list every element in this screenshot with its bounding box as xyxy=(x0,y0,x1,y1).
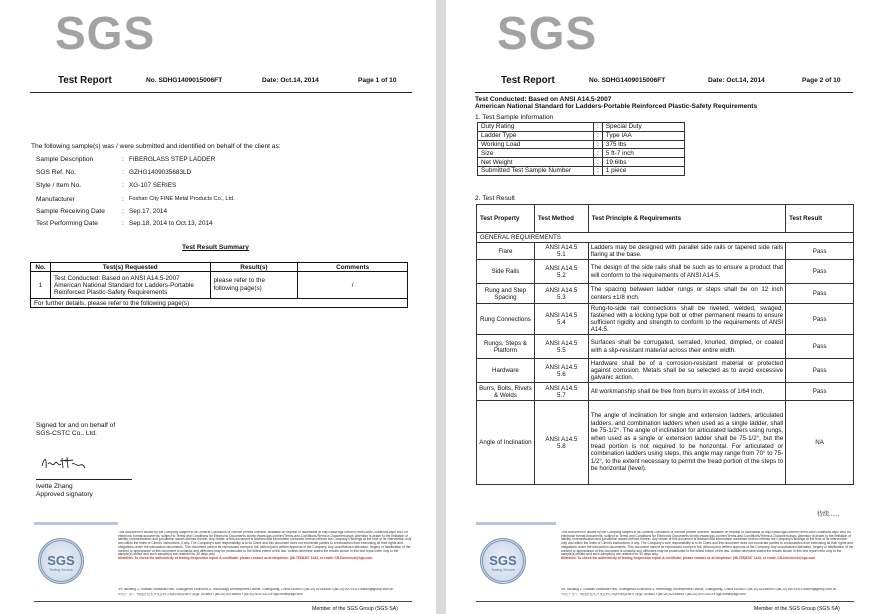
test-property: Rung Connections xyxy=(477,304,535,335)
test-result: Pass xyxy=(786,359,854,383)
info-colon: : xyxy=(594,149,603,158)
summary-footer: For further details, please refer to the following page(s) xyxy=(31,299,408,308)
method-line: 5.5 xyxy=(557,346,566,354)
field-value: Sep.18, 2014 to Oct.13, 2014 xyxy=(129,220,213,227)
seal-band xyxy=(476,522,556,525)
info-colon: : xyxy=(594,123,603,132)
test-line: Reinforced Plastic-Safety Requirements xyxy=(53,288,168,296)
col-header: Result(s) xyxy=(210,263,298,272)
test-property: Rung and Step Spacing xyxy=(477,284,535,304)
seal-band xyxy=(34,522,118,525)
field-label: Style / Item No. xyxy=(36,182,82,189)
test-result: Pass xyxy=(786,260,854,284)
disclaimer-text: This document is issued by the Company subject to its General Conditions of Service printed overleaf, available on request or accessible at http://www.sgs.com/en/Terms-and-Conditions.aspx and, for electronic format documents, subject to Terms and Conditions for Electronic Documents at http://www.sgs.com/en/Terms-and-Conditions/Terms-e-Document.aspx. Attention is drawn to the limitation of liability, indemnification and jurisdiction issues defined therein. Any holder of this document is advised that information contained hereon reflects the Company's findings at the time of its intervention only and within the limits of Client's instructions, if any. The Company's sole responsibility is to its Client and this document does not exonerate parties to a transaction from exercising all their rights and obligations under the transaction documents. This document cannot be reproduced except in full, without prior written approval of the Company. Any unauthorized alteration, forgery or falsification of the content or appearance of this document is unlawful and offenders may be prosecuted to the fullest extent of the law. Unless otherwise stated the results shown in this test report refer only to the sample(s) tested and such sample(s) are retained for 30 days only. xyxy=(561,531,854,557)
conducted-line-2: American National Standard for Ladders-Portable Reinforced Plastic-Safety Requirements xyxy=(475,103,758,110)
info-value: 5 ft-7 inch xyxy=(602,149,684,158)
attention-text: Attention: To check the authenticity of testing /inspection report & certificate, please contact us at telephone: (86-755)8307 1443, or email: CN.Doccheck@sgs.com xyxy=(118,555,373,560)
table-row xyxy=(478,149,685,158)
header-divider xyxy=(475,92,853,93)
info-value: 1 piece xyxy=(602,166,684,175)
test-principle: Surfaces shall be corrugated, serrated, knurled, dimpled, or coated with a slip-resistant material across their entire width. xyxy=(588,335,785,359)
signatory-title: Approved signatory xyxy=(36,491,93,498)
method-line: ANSI A14.5 xyxy=(545,435,578,443)
col-header: Test(s) Requested xyxy=(50,263,210,272)
page-number: Page 2 of 10 xyxy=(802,77,841,84)
field-colon: : xyxy=(122,220,124,227)
report-title: Test Report xyxy=(501,75,555,86)
page-number: Page 1 of 10 xyxy=(358,77,397,84)
test-result: Pass xyxy=(786,335,854,359)
address-line-2: 中国·广东·广州经济技术开发区科学城科珠路198号 邮编: 510663 t (86-20) 82155555 f (86-20) 82075113 e sgs.china@sgs.com xyxy=(561,593,746,596)
test-line: American National Standard for Ladders-Portable xyxy=(53,281,194,289)
test-method xyxy=(534,260,588,284)
table-row xyxy=(477,359,854,383)
member-text: Member of the SGS Group (SGS SA) xyxy=(312,606,398,612)
signature-image xyxy=(38,452,88,474)
info-value: 375 lbs xyxy=(602,140,684,149)
row-number: 1 xyxy=(31,272,51,299)
field-value: Foshan City FINE Metal Products Co., Ltd. xyxy=(129,196,235,202)
test-result: Pass xyxy=(786,243,854,260)
field-colon: : xyxy=(122,182,124,189)
col-header: Test Method xyxy=(534,205,588,233)
field-label: SGS Ref. No. xyxy=(36,169,76,176)
method-line: 5.2 xyxy=(557,271,566,279)
section-title-sample-info: 1. Test Sample Information xyxy=(475,114,554,121)
test-method xyxy=(534,359,588,383)
test-principle: The spacing between ladder rungs or steps shall be on 12 inch centers ±1/8 inch. xyxy=(588,284,785,304)
table-row xyxy=(31,272,408,299)
info-value: Special Duty xyxy=(602,123,684,132)
info-label: Working Load xyxy=(478,140,594,149)
disclaimer-block xyxy=(118,531,412,591)
table-row xyxy=(477,284,854,304)
method-line: 5.7 xyxy=(557,391,566,399)
address-line-1: 3/F, Building 2, Huanan Industrial Park, Guangzhou Economic & Technology Development District, Guangdong, China 510663 t (86-20) 82155555 f (86-20) 82075113 www.sgsgroup.com.cn xyxy=(561,588,837,591)
test-principle: The design of the side rails shall be such as to ensure a product that will conform to the requirements of ANSI A14.5. xyxy=(588,260,785,284)
attention-text: Attention: To check the authenticity of testing /inspection report & certificate, please contact us at telephone: (86-755)8307 1443, or email: CN.Doccheck@sgs.com xyxy=(561,555,816,560)
table-row xyxy=(477,335,854,359)
method-line: ANSI A14.5 xyxy=(545,312,578,319)
test-method xyxy=(534,304,588,335)
group-row xyxy=(477,233,854,243)
test-principle: Rung-to-side rail connections shall be riveted, welded, swaged, fastened with a locking type bolt or other permanent means to ensure sufficient rigidity and strength to conform to the requirements of ANSI A14.5. xyxy=(588,304,785,335)
sgs-logo: SGS xyxy=(497,7,598,59)
info-colon: : xyxy=(594,131,603,140)
method-line: ANSI A14.5 xyxy=(545,264,578,272)
signed-line-2: SGS-CSTC Co., Ltd. xyxy=(36,430,97,437)
method-line: ANSI A14.5 xyxy=(545,384,578,392)
results-cell xyxy=(210,272,298,299)
info-label: Submitted Test Sample Number xyxy=(478,166,594,175)
test-property: Hardware xyxy=(477,359,535,383)
info-value: 19.6lbs xyxy=(602,158,684,167)
continued-text: 待续...... xyxy=(817,512,840,518)
test-result: Pass xyxy=(786,383,854,401)
sample-info-table xyxy=(477,122,685,176)
report-date: Date: Oct.14, 2014 xyxy=(262,77,319,84)
test-method xyxy=(534,243,588,260)
info-label: Duty Rating xyxy=(478,123,594,132)
test-principle: Hardware shall be of a corrosion-resistant material or protected against corrosion. Metals shall be so selected as to avoid excessive galvanic action. xyxy=(588,359,785,383)
table-row xyxy=(478,131,685,140)
table-row xyxy=(477,304,854,335)
field-label: Sample Description xyxy=(36,156,94,163)
method-line: 5.1 xyxy=(557,251,566,258)
sgs-seal xyxy=(480,538,526,584)
report-number: No. SDHG1409015006FT xyxy=(146,77,223,84)
report-page-2 xyxy=(446,0,882,614)
signatory-name: Ivette Zhang xyxy=(36,483,73,490)
report-title: Test Report xyxy=(58,75,112,86)
comments-cell: / xyxy=(298,272,408,299)
test-property: Flare xyxy=(477,243,535,260)
footer-divider xyxy=(476,601,854,602)
col-header: Test Result xyxy=(786,205,854,233)
summary-title: Test Result Summary xyxy=(182,244,249,251)
method-line: 5.4 xyxy=(557,319,566,326)
field-colon: : xyxy=(122,169,124,176)
intro-text: The following sample(s) was / were submitted and identified on behalf of the client as: xyxy=(31,143,281,150)
disclaimer-text: This document is issued by the Company subject to its General Conditions of Service printed overleaf, available on request or accessible at http://www.sgs.com/en/Terms-and-Conditions.aspx and, for electronic format documents, subject to Terms and Conditions for Electronic Documents at http://www.sgs.com/en/Terms-and-Conditions/Terms-e-Document.aspx. Attention is drawn to the limitation of liability, indemnification and jurisdiction issues defined therein. Any holder of this document is advised that information contained hereon reflects the Company's findings at the time of its intervention only and within the limits of Client's instructions, if any. The Company's sole responsibility is to its Client and this document does not exonerate parties to a transaction from exercising all their rights and obligations under the transaction documents. This document cannot be reproduced except in full, without prior written approval of the Company. Any unauthorized alteration, forgery or falsification of the content or appearance of this document is unlawful and offenders may be prosecuted to the fullest extent of the law. Unless otherwise stated the results shown in this test report refer only to the sample(s) tested and such sample(s) are retained for 30 days only. xyxy=(118,531,412,557)
sgs-seal xyxy=(38,538,84,584)
group-label: GENERAL REQUIREMENTS xyxy=(477,233,854,243)
table-row xyxy=(477,243,854,260)
test-result: Pass xyxy=(786,284,854,304)
test-principle: The angle of inclination for single and extension ladders, articulated ladders, and combination ladders when used as a single ladder, shall be 75-1/2°. The angle of inclination for articulated ladders using rungs, when used as a single or extension ladder shall be 75-1/2°, but the tread portion is not required to be horizontal. For articulated or combination ladders using steps, this angle may range from 70° to 75-1/2°, to the extent necessary to permit the tread portion of the steps to be horizontal (level). xyxy=(588,401,785,485)
disclaimer-block xyxy=(561,531,854,591)
field-label: Sample Receiving Date xyxy=(36,208,105,215)
table-row xyxy=(478,140,685,149)
info-colon: : xyxy=(594,158,603,167)
test-property: Angle of Inclination xyxy=(477,401,535,485)
seal-subtext: Testing Service xyxy=(49,568,73,572)
signed-line-1: Signed for and on behalf of xyxy=(36,422,116,429)
info-colon: : xyxy=(594,166,603,175)
tests-requested-cell xyxy=(50,272,210,299)
seal-text: SGS xyxy=(489,553,517,568)
table-row xyxy=(478,158,685,167)
method-line: ANSI A14.5 xyxy=(545,363,578,371)
table-footer-row xyxy=(31,299,408,308)
header-divider xyxy=(30,92,412,93)
test-method xyxy=(534,383,588,401)
field-value: FIBERGLASS STEP LADDER xyxy=(129,156,216,163)
test-line: Test Conducted: Based on ANSI A14.5-2007 xyxy=(53,274,180,282)
section-title-test-result: 2. Test Result xyxy=(475,195,515,202)
col-header: Test Principle & Requirements xyxy=(588,205,785,233)
report-page-1 xyxy=(0,0,436,614)
test-method xyxy=(534,401,588,485)
method-line: 5.3 xyxy=(557,293,566,301)
table-row xyxy=(477,401,854,485)
test-result: NA xyxy=(786,401,854,485)
field-label: Manufacturer xyxy=(36,196,75,203)
table-row xyxy=(477,260,854,284)
seal-text: SGS xyxy=(47,553,75,568)
address-line-1: 3/F, Building 2, Huanan Industrial Park, Guangzhou Economic & Technology Development District, Guangdong, China 510663 t (86-20) 82155555 f (86-20) 82075113 www.sgsgroup.com.cn xyxy=(118,588,394,591)
table-row xyxy=(478,123,685,132)
test-principle: All workmanship shall be free from burrs in excess of 1/64 inch. xyxy=(588,383,785,401)
member-text: Member of the SGS Group (SGS SA) xyxy=(754,606,840,612)
test-result-table xyxy=(476,204,854,485)
footer-divider xyxy=(34,601,412,602)
method-line: ANSI A14.5 xyxy=(545,244,578,251)
field-colon: : xyxy=(122,156,124,163)
col-header: No. xyxy=(31,263,51,272)
signature-line xyxy=(36,479,132,480)
table-header-row xyxy=(31,263,408,272)
info-value: Type IAA xyxy=(602,131,684,140)
sgs-logo: SGS xyxy=(55,7,156,59)
summary-table xyxy=(30,262,408,308)
test-result: Pass xyxy=(786,304,854,335)
conducted-line-1: Test Conducted: Based on ANSI A14.5-2007 xyxy=(475,96,612,103)
result-line: please refer to the xyxy=(213,277,266,284)
test-principle: Ladders may be designed with parallel side rails or tapered side rails flaring at the base. xyxy=(588,243,785,260)
address-line-2: 中国·广东·广州经济技术开发区科学城科珠路198号 邮编: 510663 t (86-20) 82155555 f (86-20) 82075113 e sgs.china@sgs.com xyxy=(118,593,303,596)
field-value: XG-107 SERIES xyxy=(129,182,177,189)
test-property: Rungs, Steps & Platform xyxy=(477,335,535,359)
test-method xyxy=(534,335,588,359)
field-colon: : xyxy=(122,196,124,203)
report-date: Date: Oct.14, 2014 xyxy=(708,77,765,84)
field-colon: : xyxy=(122,208,124,215)
info-label: Size xyxy=(478,149,594,158)
info-label: Net Weight xyxy=(478,158,594,167)
report-number: No. SDHG1409015006FT xyxy=(589,77,666,84)
field-value: GZHG1409035683LD xyxy=(129,169,192,176)
col-header: Test Property xyxy=(477,205,535,233)
table-row xyxy=(478,166,685,175)
test-property: Side Rails xyxy=(477,260,535,284)
result-line: following page(s) xyxy=(213,285,262,292)
method-line: ANSI A14.5 xyxy=(545,286,578,294)
test-property: Burrs, Bolts, Rivets & Welds xyxy=(477,383,535,401)
test-method xyxy=(534,284,588,304)
table-header-row xyxy=(477,205,854,233)
seal-subtext: Testing Service xyxy=(491,568,515,572)
info-colon: : xyxy=(594,140,603,149)
method-line: 5.8 xyxy=(557,442,566,450)
method-line: 5.6 xyxy=(557,370,566,378)
field-value: Sep.17, 2014 xyxy=(129,208,168,215)
table-row xyxy=(477,383,854,401)
info-label: Ladder Type xyxy=(478,131,594,140)
field-label: Test Performing Date xyxy=(36,220,98,227)
method-line: ANSI A14.5 xyxy=(545,339,578,347)
col-header: Comments xyxy=(298,263,408,272)
